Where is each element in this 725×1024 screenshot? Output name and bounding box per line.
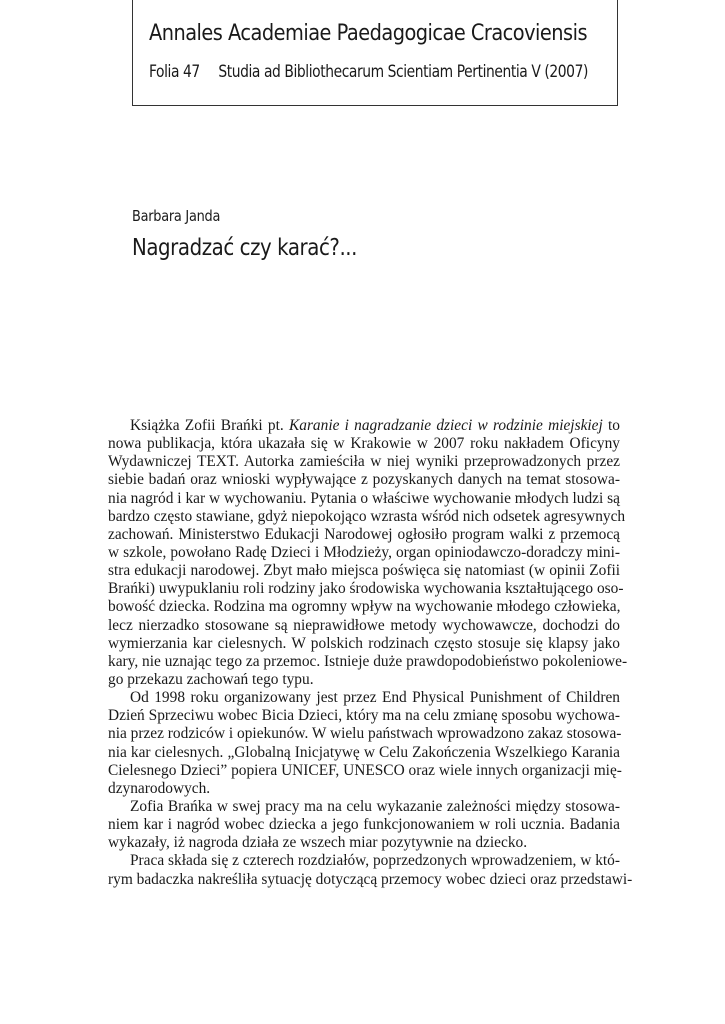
text-line: niem kar i nagród wobec dziecka a jego funkcjonowaniem w roli ucznia. Badania — [108, 816, 620, 834]
text-line: rym badaczka nakreśliła sytuację dotyczącą przemocy wobec dzieci oraz przedstawi- — [108, 870, 633, 888]
text-line: nia przez rodziców i opiekunów. W wielu państwach wprowadzono zakaz stosowa- — [108, 725, 622, 743]
text-line: wymierzania kar cielesnych. W polskich rodzinach często stosuje się klapsy jako — [108, 634, 620, 652]
series-title: Studia ad Bibliothecarum Scientiam Pertinentia V (2007) — [218, 62, 588, 81]
text-line: Od 1998 roku organizowany jest przez End Physical Punishment of Children — [130, 689, 620, 707]
text-line: dzynarodowych. — [108, 779, 211, 797]
text-line: nia nagród i kar w wychowaniu. Pytania o właściwe wychowanie młodych ludzi są — [108, 489, 620, 507]
text-line: Wydawniczej TEXT. Autorka zamieściła w niej wyniki przeprowadzonych przez — [108, 453, 620, 471]
text-line: zachowań. Ministerstwo Edukacji Narodowej ogłosiło program walki z przemocą — [108, 525, 620, 543]
text-line: Praca składa się z czterech rozdziałów, poprzedzonych wprowadzeniem, w któ- — [130, 852, 620, 870]
text-line: bowość dziecka. Rodzina ma ogromny wpływ na wychowanie młodego człowieka, — [108, 598, 621, 616]
text-line: Książka Zofii Brańki pt. Karanie i nagradzanie dzieci w rodzinie miejskiej to — [130, 417, 620, 434]
cited-book-title: Karanie i nagradzanie dzieci w rodzinie miejskiej — [288, 417, 603, 434]
article-author: Barbara Janda — [132, 207, 221, 225]
text-line: stra edukacji narodowej. Zbyt mało miejsca poświęca się natomiast (w opinii Zofii — [108, 562, 620, 580]
article-title: Nagradzać czy karać?... — [132, 235, 358, 261]
journal-series-line — [149, 62, 588, 81]
text-line: wykazały, iż nagroda działa ze wszech miar pozytywnie na dziecko. — [108, 834, 528, 852]
text-line: siebie badań oraz wnioski wypływające z pozyskanych danych na temat stosowa- — [108, 471, 620, 489]
text-line: go przekazu zachowań tego typu. — [108, 670, 314, 688]
text-line: lecz nierzadko stosowane są nieprawidłowe metody wychowawcze, dochodzi do — [108, 616, 620, 634]
text-line: Cielesnego Dzieci” popiera UNICEF, UNESCO oraz wiele innych organizacji mię- — [108, 761, 622, 779]
text-line: Zofia Brańka w swej pracy ma na celu wykazanie zależności między stosowa- — [130, 797, 620, 815]
text-line: bardzo często stawiane, gdyż niepokojąco wzrasta wśród nich odsetek agresywnych — [108, 507, 626, 525]
text-line: nia kar cielesnych. „Globalną Inicjatywę w Celu Zakończenia Wszelkiego Karania — [108, 743, 620, 761]
text-line: kary, nie uznając tego za przemoc. Istnieje duże prawdopodobieństwo pokoleniowe- — [108, 652, 628, 670]
text-line: Dzień Sprzeciwu wobec Bicia Dzieci, który ma na celu zmianę sposobu wychowa- — [108, 707, 620, 725]
text-line: w szkole, powołano Radę Dzieci i Młodzieży, organ opiniodawczo-doradczy mini- — [108, 543, 620, 561]
journal-header — [132, 0, 618, 106]
article-body — [108, 417, 633, 889]
journal-title: Annales Academiae Paedagogicae Cracoviensis — [149, 20, 588, 46]
text-line: nowa publikacja, która ukazała się w Krakowie w 2007 roku nakładem Oficyny — [108, 435, 620, 453]
folia-number: Folia 47 — [149, 62, 200, 81]
text-line: Brańki) uwypuklaniu roli rodziny jako środowiska wychowania kształtującego oso- — [108, 580, 624, 598]
